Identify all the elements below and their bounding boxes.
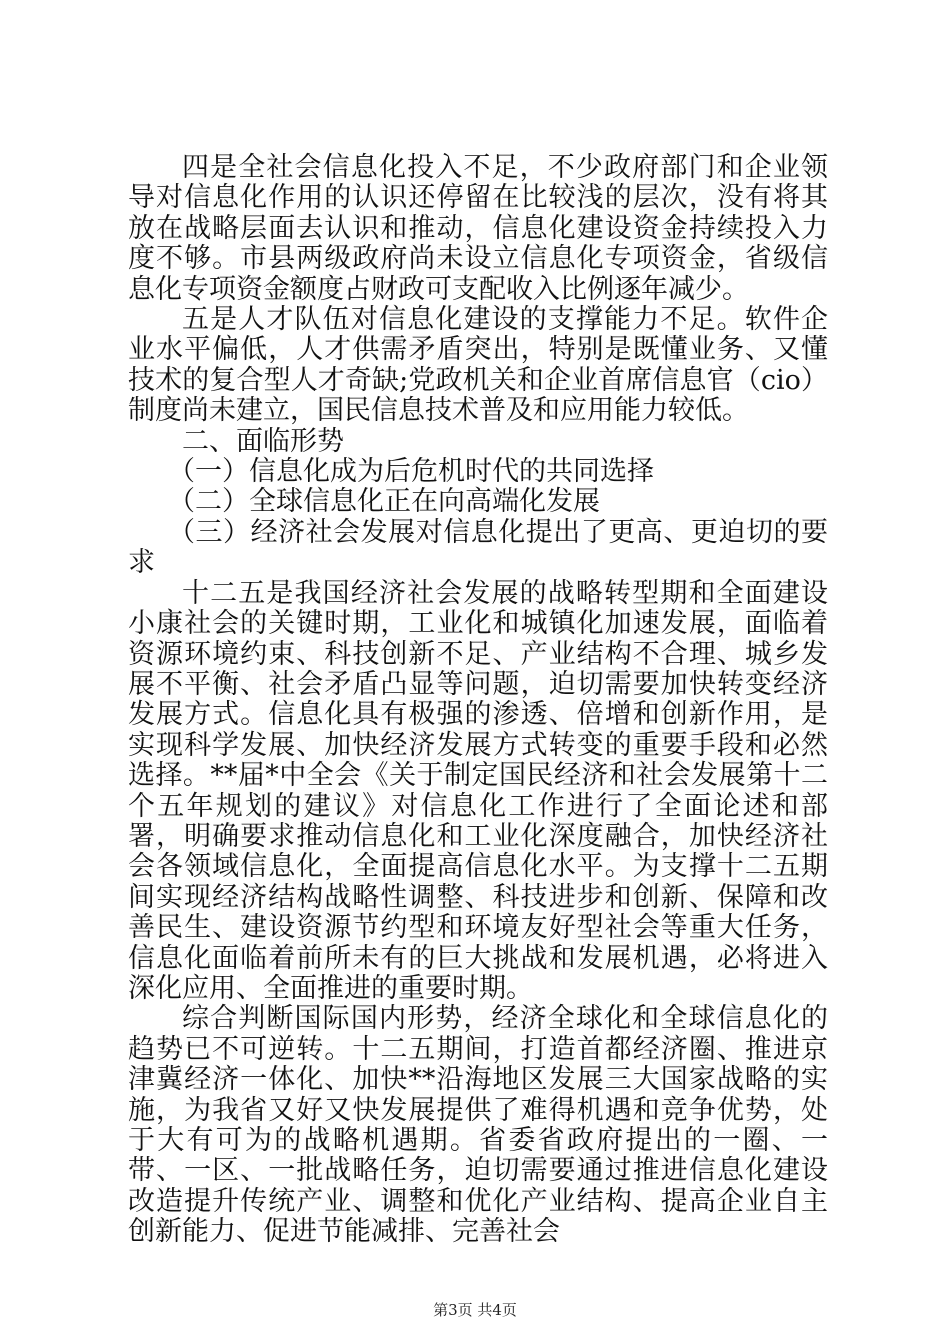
paragraph-overall-judgment: 综合判断国际国内形势，经济全球化和全球信息化的趋势已不可逆转。十二五期间，打造首都经济圈、推进京津冀经济一体化、加快**沿海地区发展三大国家战略的实施，为我省又好又快发展提供了难得机遇和竞争优势，处于大有可为的战略机遇期。省委省政府提出的一圈、一带、一区、一批战略任务，迫切需要通过推进信息化建设改造提升传统产业、调整和优化产业结构、提高企业自主创新能力、促进节能减排、完善社会 — [128, 1003, 828, 1248]
document-body — [128, 153, 828, 1248]
subheading-1: （一）信息化成为后危机时代的共同选择 — [168, 456, 654, 488]
subheading-2: （二）全球信息化正在向高端化发展 — [168, 486, 600, 518]
section-heading-situation: 二、面临形势 — [182, 425, 344, 457]
paragraph-talent-shortage: 五是人才队伍对信息化建设的支撑能力不足。软件企业水平偏低，人才供需矛盾突出，特别是既懂业务、又懂技术的复合型人才奇缺;党政机关和企业首席信息官（cio）制度尚未建立，国民信息技术普及和应用能力较低。 — [128, 304, 828, 427]
paragraph-investment-shortage: 四是全社会信息化投入不足，不少政府部门和企业领导对信息化作用的认识还停留在比较浅的层次，没有将其放在战略层面去认识和推动，信息化建设资金持续投入力度不够。市县两级政府尚未设立信息化专项资金，省级信息化专项资金额度占财政可支配收入比例逐年减少。 — [128, 152, 828, 305]
page-number-footer: 第3页 共4页 — [433, 1301, 517, 1319]
subheading-3: （三）经济社会发展对信息化提出了更高、更迫切的要求 — [128, 516, 828, 579]
paragraph-twelfth-five-year: 十二五是我国经济社会发展的战略转型期和全面建设小康社会的关键时期，工业化和城镇化加速发展，面临着资源环境约束、科技创新不足、产业结构不合理、城乡发展不平衡、社会矛盾凸显等问题，迫切需要加快转变经济发展方式。信息化具有极强的渗透、倍增和创新作用，是实现科学发展、加快经济发展方式转变的重要手段和必然选择。**届*中全会《关于制定国民经济和社会发展第十二个五年规划的建议》对信息化工作进行了全面论述和部署，明确要求推动信息化和工业化深度融合，加快经济社会各领域信息化，全面提高信息化水平。为支撑十二五期间实现经济结构战略性调整、科技进步和创新、保障和改善民生、建设资源节约型和环境友好型社会等重大任务，信息化面临着前所未有的巨大挑战和发展机遇，必将进入深化应用、全面推进的重要时期。 — [128, 577, 828, 1004]
